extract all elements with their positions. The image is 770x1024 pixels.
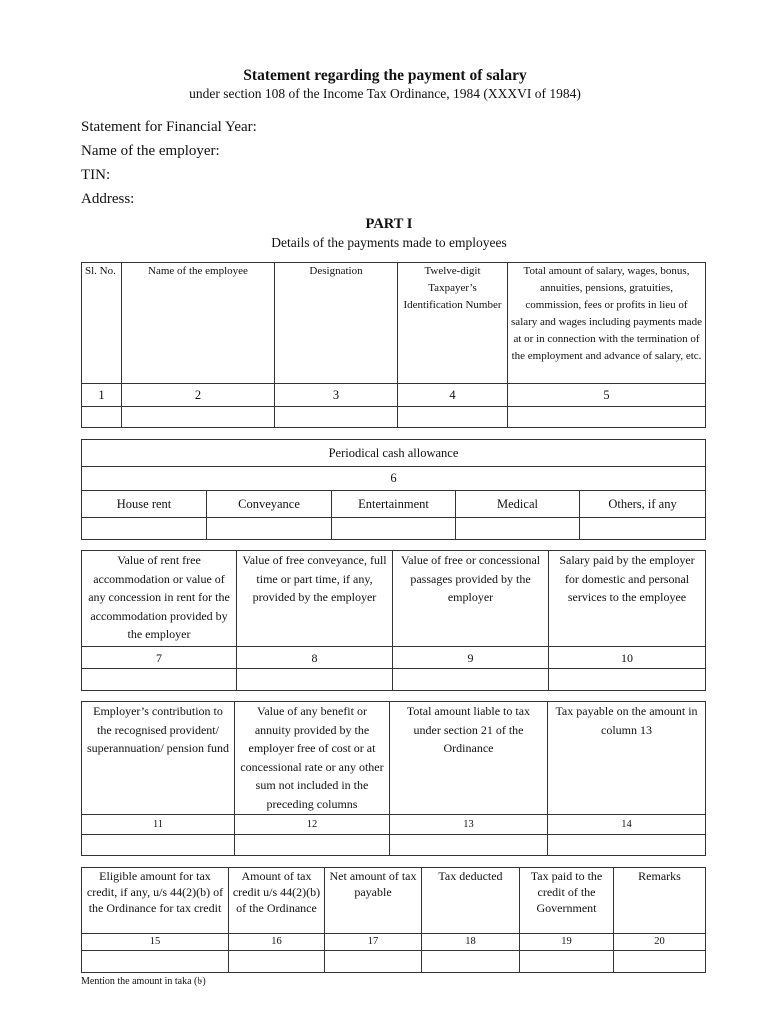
currency-note: Mention the amount in taka (৳) bbox=[81, 976, 206, 987]
employee-details-table bbox=[81, 262, 706, 428]
entry-cell[interactable] bbox=[82, 669, 237, 691]
cash-allowance-title: Periodical cash allowance bbox=[82, 440, 706, 467]
entry-cell[interactable] bbox=[235, 835, 390, 856]
col-number: 13 bbox=[390, 815, 548, 835]
table-header-row bbox=[82, 702, 706, 815]
tax-liability-table bbox=[81, 701, 706, 856]
col-net-tax-payable-header: Net amount of tax payable bbox=[325, 868, 422, 934]
col-rent-free-accommodation-header: Value of rent free accommodation or value of any concession in rent for the accommodation provided by the employer bbox=[82, 551, 237, 647]
col-medical-header: Medical bbox=[456, 491, 580, 518]
col-number: 17 bbox=[325, 934, 422, 951]
entry-cell[interactable] bbox=[332, 518, 456, 540]
col-number: 12 bbox=[235, 815, 390, 835]
col-number: 15 bbox=[82, 934, 229, 951]
entry-row bbox=[82, 669, 706, 691]
table-header-row bbox=[82, 551, 706, 647]
part-subtitle: Details of the payments made to employees bbox=[271, 235, 507, 250]
col-free-passages-header: Value of free or concessional passages provided by the employer bbox=[393, 551, 549, 647]
col-number: 7 bbox=[82, 647, 237, 669]
col-eligible-amount-header: Eligible amount for tax credit, if any, u/s 44(2)(b) of the Ordinance for tax credit bbox=[82, 868, 229, 934]
entry-cell[interactable] bbox=[614, 951, 706, 973]
col-tin-header: Twelve-digit Taxpayer’s Identification Number bbox=[398, 263, 508, 384]
entry-row bbox=[82, 518, 706, 540]
column-number-row bbox=[82, 384, 706, 407]
financial-year-field: Statement for Financial Year: bbox=[81, 119, 257, 135]
col-number: 19 bbox=[520, 934, 614, 951]
col-number: 18 bbox=[422, 934, 520, 951]
col-designation-header: Designation bbox=[275, 263, 398, 384]
entry-cell[interactable] bbox=[580, 518, 706, 540]
col-total-salary-header: Total amount of salary, wages, bonus, annuities, pensions, gratuities, commission, fees or profits in lieu of salary and wages including payments made at or in connection with the termination of the employment and advance of salary, etc. bbox=[508, 263, 706, 384]
entry-cell[interactable] bbox=[82, 518, 207, 540]
col-remarks-header: Remarks bbox=[614, 868, 706, 934]
col-number: 9 bbox=[393, 647, 549, 669]
entry-cell[interactable] bbox=[82, 835, 235, 856]
col-employee-name-header: Name of the employee bbox=[122, 263, 275, 384]
entry-cell[interactable] bbox=[422, 951, 520, 973]
entry-cell[interactable] bbox=[549, 669, 706, 691]
col-number: 1 bbox=[82, 384, 122, 407]
entry-cell[interactable] bbox=[325, 951, 422, 973]
entry-cell[interactable] bbox=[237, 669, 393, 691]
entry-cell[interactable] bbox=[82, 407, 122, 428]
entry-row bbox=[82, 951, 706, 973]
entry-cell[interactable] bbox=[122, 407, 275, 428]
col-number: 4 bbox=[398, 384, 508, 407]
part-title: PART I bbox=[365, 216, 413, 232]
col-number: 3 bbox=[275, 384, 398, 407]
column-number-row bbox=[82, 647, 706, 669]
col-number: 5 bbox=[508, 384, 706, 407]
col-number: 6 bbox=[82, 467, 706, 491]
col-number: 8 bbox=[237, 647, 393, 669]
col-number: 16 bbox=[229, 934, 325, 951]
col-number: 10 bbox=[549, 647, 706, 669]
perquisites-table bbox=[81, 550, 706, 691]
column-number-row bbox=[82, 934, 706, 951]
col-provident-fund-header: Employer’s contribution to the recognised provident/ superannuation/ pension fund bbox=[82, 702, 235, 815]
cash-allowance-table bbox=[81, 439, 706, 540]
col-conveyance-header: Conveyance bbox=[207, 491, 332, 518]
table-header-row bbox=[82, 491, 706, 518]
tin-field: TIN: bbox=[81, 167, 111, 183]
entry-cell[interactable] bbox=[398, 407, 508, 428]
entry-cell[interactable] bbox=[229, 951, 325, 973]
col-domestic-services-header: Salary paid by the employer for domestic and personal services to the employee bbox=[549, 551, 706, 647]
col-number: 20 bbox=[614, 934, 706, 951]
employer-name-field: Name of the employer: bbox=[81, 143, 220, 159]
col-tax-payable-header: Tax payable on the amount in column 13 bbox=[548, 702, 706, 815]
entry-cell[interactable] bbox=[456, 518, 580, 540]
table-header-row bbox=[82, 263, 706, 384]
entry-cell[interactable] bbox=[390, 835, 548, 856]
tax-credit-table bbox=[81, 867, 706, 973]
entry-cell[interactable] bbox=[520, 951, 614, 973]
col-entertainment-header: Entertainment bbox=[332, 491, 456, 518]
col-free-conveyance-header: Value of free conveyance, full time or part time, if any, provided by the employer bbox=[237, 551, 393, 647]
col-total-taxable-header: Total amount liable to tax under section 21 of the Ordinance bbox=[390, 702, 548, 815]
col-tax-deducted-header: Tax deducted bbox=[422, 868, 520, 934]
entry-cell[interactable] bbox=[508, 407, 706, 428]
entry-cell[interactable] bbox=[207, 518, 332, 540]
entry-cell[interactable] bbox=[393, 669, 549, 691]
col-number: 2 bbox=[122, 384, 275, 407]
col-number: 11 bbox=[82, 815, 235, 835]
col-others-header: Others, if any bbox=[580, 491, 706, 518]
form-subtitle: under section 108 of the Income Tax Ordinance, 1984 (XXXVI of 1984) bbox=[189, 86, 581, 101]
col-other-benefit-header: Value of any benefit or annuity provided by the employer free of cost or at concessional rate or any other sum not included in the preceding columns bbox=[235, 702, 390, 815]
entry-row bbox=[82, 835, 706, 856]
column-number-row bbox=[82, 815, 706, 835]
col-tax-paid-header: Tax paid to the credit of the Government bbox=[520, 868, 614, 934]
entry-row bbox=[82, 407, 706, 428]
col-tax-credit-header: Amount of tax credit u/s 44(2)(b) of the Ordinance bbox=[229, 868, 325, 934]
col-number: 14 bbox=[548, 815, 706, 835]
table-header-row bbox=[82, 868, 706, 934]
col-serial-header: Sl. No. bbox=[82, 263, 122, 384]
address-field: Address: bbox=[81, 191, 135, 207]
entry-cell[interactable] bbox=[548, 835, 706, 856]
form-title: Statement regarding the payment of salary bbox=[243, 67, 527, 84]
entry-cell[interactable] bbox=[275, 407, 398, 428]
entry-cell[interactable] bbox=[82, 951, 229, 973]
col-house-rent-header: House rent bbox=[82, 491, 207, 518]
